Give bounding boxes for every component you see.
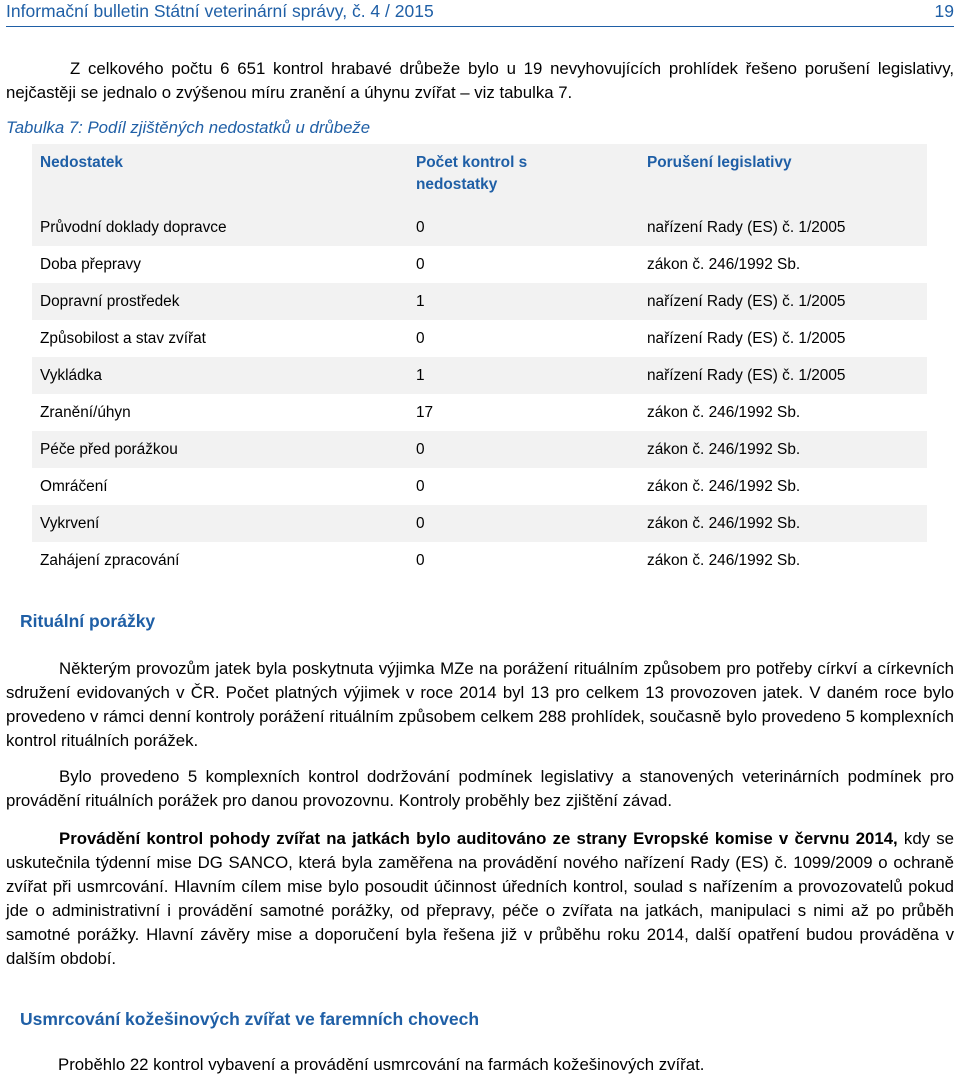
bulletin-title: Informační bulletin Státní veterinární správy, č. 4 / 2015 xyxy=(6,1,434,21)
cell-count: 0 xyxy=(416,255,425,273)
cell-count: 0 xyxy=(416,329,425,347)
table-row xyxy=(32,357,927,394)
ritual-paragraph-3-rest: kdy se uskutečnila týdenní mise DG SANCO, která byla zaměřena na provádění nového nařízení Rady (ES) č. 1099/2009 o ochraně zvířat při usmrcování. Hlavním cílem mise bylo posoudit účinnost úředních kontrol, soulad s nařízením a provozovatelů pokud jde o administrativní i provádění samotné porážky, od přepravy, péče o zvířata na jatkách, manipulaci s nimi až po průběh samotné porážky. Hlavní závěry mise a doporučení byla řešena již v průběhu roku 2014, další opatření budou prováděna v dalším období. xyxy=(6,829,954,968)
table-row xyxy=(32,283,927,320)
cell-count: 1 xyxy=(408,357,639,394)
table-caption: Tabulka 7: Podíl zjištěných nedostatků u drůbeže xyxy=(6,118,371,137)
col-header-defect: Nedostatek xyxy=(32,144,408,209)
table-row xyxy=(32,468,927,505)
table-row xyxy=(32,394,927,431)
cell-count: 0 xyxy=(416,551,425,569)
cell-defect: Omráčení xyxy=(40,477,108,495)
cell-count: 1 xyxy=(408,283,639,320)
table-row xyxy=(32,246,927,283)
cell-defect: Vykládka xyxy=(32,357,408,394)
table-row xyxy=(32,320,927,357)
cell-defect: Dopravní prostředek xyxy=(32,283,408,320)
cell-legislation: nařízení Rady (ES) č. 1/2005 xyxy=(639,209,927,246)
cell-defect: Zranění/úhyn xyxy=(40,403,131,421)
ritual-paragraph-3-bold: Provádění kontrol pohody zvířat na jatkách bylo auditováno ze strany Evropské komise v červnu 2014, xyxy=(59,829,898,848)
table-row xyxy=(32,542,927,579)
col-header-legislation: Porušení legislativy xyxy=(639,144,927,209)
cell-defect: Způsobilost a stav zvířat xyxy=(40,329,206,347)
cell-legislation: nařízení Rady (ES) č. 1/2005 xyxy=(647,329,846,347)
page-number: 19 xyxy=(934,1,954,21)
cell-defect: Doba přepravy xyxy=(40,255,141,273)
table-header-row xyxy=(32,144,927,209)
fur-paragraph-1: Proběhlo 22 kontrol vybavení a provádění usmrcování na farmách kožešinových zvířat. xyxy=(58,1055,705,1074)
page-header xyxy=(6,0,954,27)
ritual-paragraph-2: Bylo provedeno 5 komplexních kontrol dodržování podmínek legislativy a stanovených veterinárních podmínek pro provádění rituálních porážek pro danou provozovnu. Kontroly proběhly bez zjištění závad. xyxy=(6,767,954,810)
ritual-paragraph-3 xyxy=(6,827,954,971)
cell-defect: Péče před porážkou xyxy=(32,431,408,468)
table-row xyxy=(32,209,927,246)
cell-legislation: zákon č. 246/1992 Sb. xyxy=(647,255,801,273)
table-row xyxy=(32,431,927,468)
table-row xyxy=(32,505,927,542)
cell-legislation: zákon č. 246/1992 Sb. xyxy=(639,431,927,468)
cell-count: 17 xyxy=(416,403,434,421)
col-header-count-text: Počet kontrol s nedostatky xyxy=(416,154,528,193)
ritual-paragraph-1: Některým provozům jatek byla poskytnuta výjimka MZe na porážení rituálním způsobem pro potřeby církví a církevních sdružení evidovaných v ČR. Počet platných výjimek v roce 2014 byl 13 pro celkem 13 provozoven jatek. V daném roce bylo provedeno v rámci denní kontroly porážení rituálním způsobem celkem 288 prohlídek, současně bylo provedeno 5 komplexních kontrol rituálních porážek. xyxy=(6,659,954,750)
cell-count: 0 xyxy=(408,431,639,468)
cell-legislation: zákon č. 246/1992 Sb. xyxy=(647,477,801,495)
cell-legislation: zákon č. 246/1992 Sb. xyxy=(639,505,927,542)
defects-table xyxy=(32,144,927,579)
cell-legislation: nařízení Rady (ES) č. 1/2005 xyxy=(639,283,927,320)
cell-count: 0 xyxy=(408,209,639,246)
cell-count: 0 xyxy=(416,477,425,495)
cell-legislation: nařízení Rady (ES) č. 1/2005 xyxy=(639,357,927,394)
cell-defect: Zahájení zpracování xyxy=(40,551,180,569)
col-header-count xyxy=(408,144,639,209)
cell-count: 0 xyxy=(408,505,639,542)
cell-defect: Vykrvení xyxy=(32,505,408,542)
section-heading-fur: Usmrcování kožešinových zvířat ve faremních chovech xyxy=(20,1009,480,1029)
section-heading-ritual: Rituální porážky xyxy=(20,611,156,631)
cell-defect: Průvodní doklady dopravce xyxy=(32,209,408,246)
cell-legislation: zákon č. 246/1992 Sb. xyxy=(647,551,801,569)
cell-legislation: zákon č. 246/1992 Sb. xyxy=(647,403,801,421)
intro-paragraph: Z celkového počtu 6 651 kontrol hrabavé drůbeže bylo u 19 nevyhovujících prohlídek řešeno porušení legislativy, nejčastěji se jednalo o zvýšenou míru zranění a úhynu zvířat – viz tabulka 7. xyxy=(6,59,954,102)
